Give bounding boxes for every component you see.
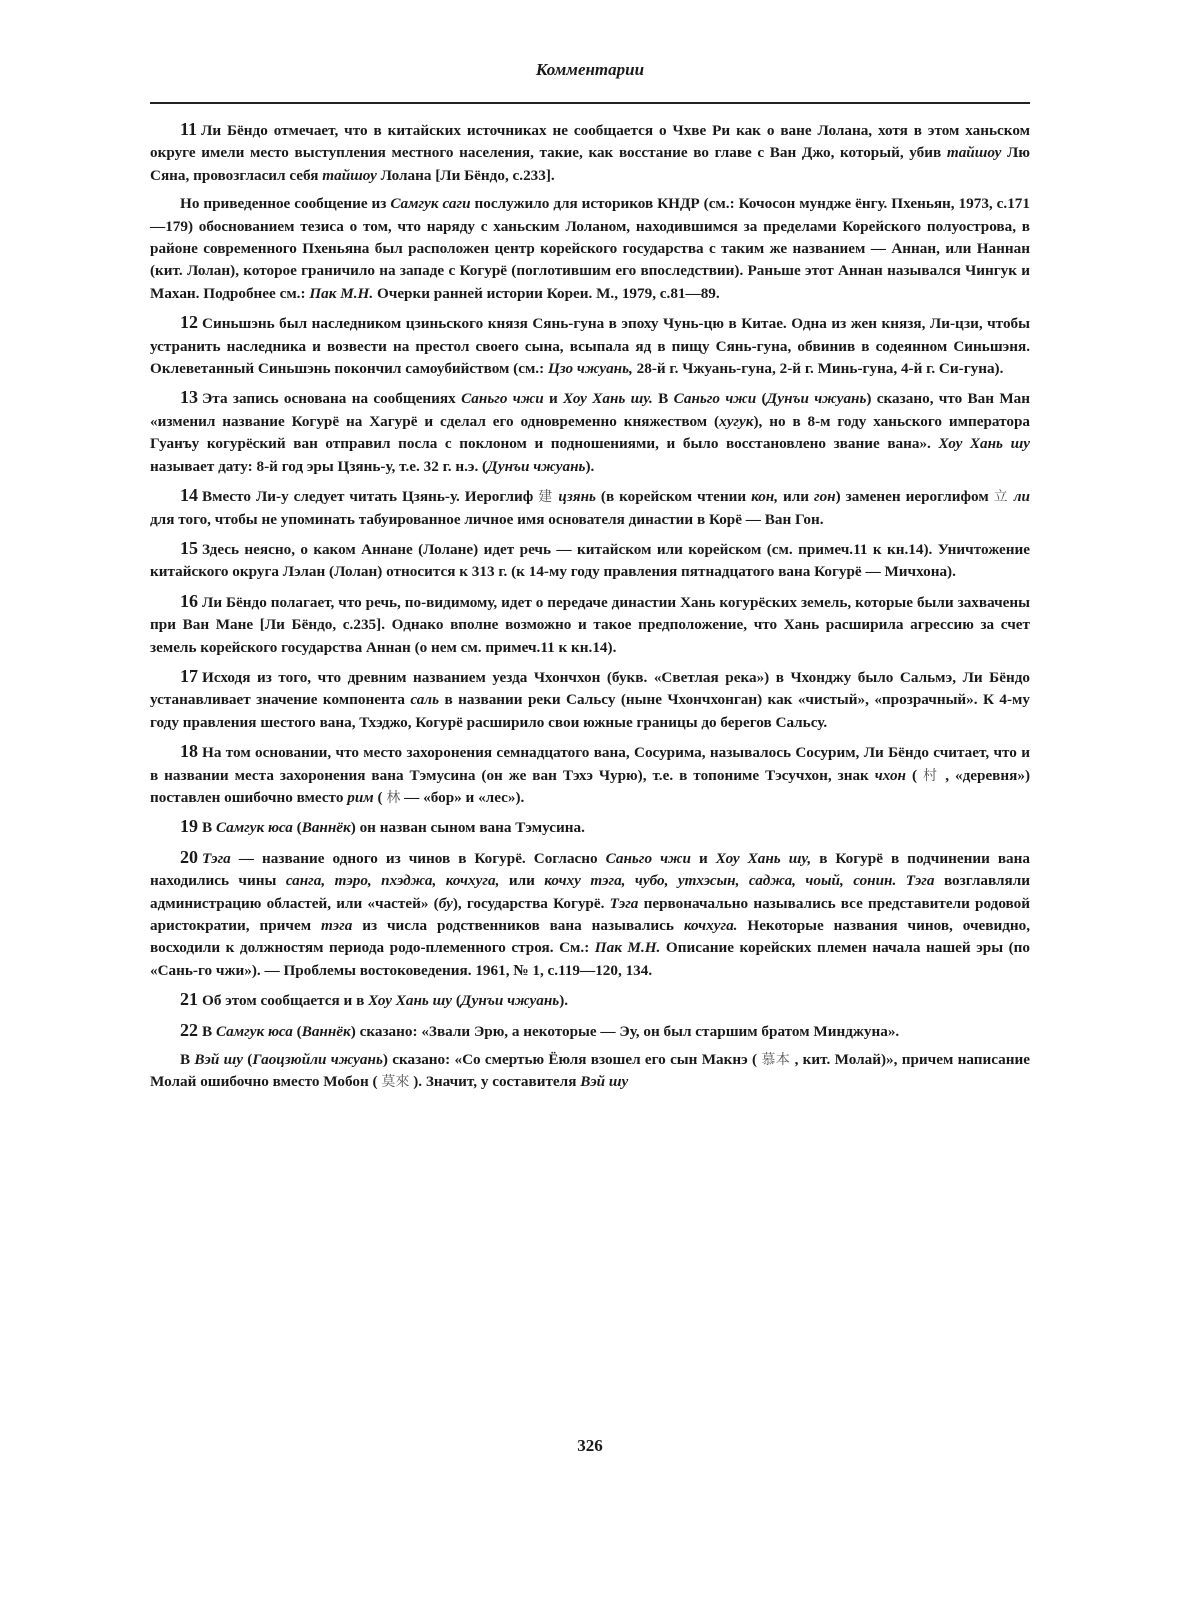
- note-20: 20 Тэга — название одного из чинов в Когурё. Согласно Саньго чжи и Хоу Хань шу, в Когурё в подчинении вана находились чины санга, тэро, пхэджа, кочхуга, или кочху тэга, чубо, утхэсын, саджа, чоый, сонин. Тэга возглавляли администрацию областей, или «частей» (бу), государства Когурё. Тэга первоначально назывались все представители родовой аристократии, причем тэга из числа родственников вана назывались кочхуга. Некоторые названия чинов, очевидно, восходили к должностям периода родо-племенного строя. См.: Пак М.Н. Описание корейских племен начала нашей эры (по «Сань-го чжи»). — Проблемы востоковедения. 1961, № 1, с.119—120, 134.: [150, 846, 1031, 979]
- header-rule: [150, 102, 1030, 104]
- note-number: 21: [180, 989, 198, 1010]
- note-number: 20: [180, 846, 198, 867]
- hanja-glyph: 慕本: [761, 1052, 791, 1069]
- note-number: 12: [180, 312, 198, 333]
- hanja-glyph: 林: [386, 789, 401, 806]
- note-number: 16: [180, 590, 198, 611]
- note-number: 22: [180, 1019, 198, 1040]
- note-19: 19 В Самгук юса (Ваннёк) он назван сыном вана Тэмусина.: [180, 816, 585, 837]
- note-number: 13: [180, 387, 198, 408]
- note-number: 18: [180, 741, 198, 762]
- hanja-glyph: 村: [923, 767, 940, 784]
- note-13: 13 Эта запись основана на сообщениях Саньго чжи и Хоу Хань шу. В Саньго чжи (Дунъи чжуань) сказано, что Ван Ман «изменил название Когурё на Хагурё и сделал его одновременно княжеством (хугук), но в 8-м году ханьского императора Гуанъу когурёский ван отправил посла с поклоном и подношениями, и было восстановлено звание вана». Хоу Хань шу называет дату: 8-й год эры Цзянь-у, т.е. 32 г. н.э. (Дунъи чжуань).: [150, 387, 1030, 475]
- note-22: 22 В Самгук юса (Ваннёк) сказано: «Звали Эрю, а некоторые — Эу, он был старшим братом Минджуна».: [180, 1019, 900, 1040]
- note-21: 21 Об этом сообщается и в Хоу Хань шу (Дунъи чжуань).: [180, 989, 569, 1010]
- note-number: 17: [180, 665, 198, 686]
- note-11-continued: Но приведенное сообщение из Самгук саги послужило для историков КНДР (см.: Кочосон мундже ёнгу. Пхеньян, 1973, с.171—179) обоснованием тезиса о том, что наряду с ханьским Лоланом, находившимся за пределами Корейского полуострова, в районе современного Пхеньяна был расположен центр корейского государства с таким же названием — Аннан, или Наннан (кит. Лолан), которое граничило на западе с Когурё (поглотившим его впоследствии). Раньше этот Аннан назывался Чингук и Махан. Подробнее см.: Пак М.Н. Очерки ранней истории Кореи. М., 1979, с.81—89.: [150, 195, 1030, 302]
- note-15: 15 Здесь неясно, о каком Аннане (Лолане) идет речь — китайском или корейском (см. примеч.11 к кн.14). Уничтожение китайского округа Лэлан (Лолан) относится к 313 г. (к 14-му году правления пятнадцатого вана Когурё — Мичхона).: [150, 537, 1030, 581]
- note-11: 11 Ли Бёндо отмечает, что в китайских источниках не сообщается о Чхве Ри как о ване Лолана, хотя в этом ханьском округе имели место выступления местного населения, такие, как восстание во главе с Ван Джо, который, убив тайшоу Лю Сяна, провозгласил себя тайшоу Лолана [Ли Бёндо, с.233].: [150, 119, 1030, 184]
- hanja-glyph: 莫來: [381, 1074, 410, 1091]
- note-number: 11: [180, 119, 198, 139]
- note-number: 14: [180, 485, 198, 506]
- note-16: 16 Ли Бёндо полагает, что речь, по-видимому, идет о передаче династии Хань когурёских земель, которые были захвачены при Ван Мане [Ли Бёндо, с.235]. Однако вполне возможно и такое предположение, что Хань расширила агрессию за счет земель корейского государства Аннан (о нем см. примеч.11 к кн.14).: [150, 590, 1030, 656]
- hanja-glyph: 建: [538, 489, 554, 506]
- note-number: 19: [180, 816, 198, 837]
- note-18: 18 На том основании, что место захоронения семнадцатого вана, Сосурима, называлось Сосурим, Ли Бёндо считает, что и в названии места захоронения вана Тэмусина (он же ван Тэхэ Чурю), т.е. в топониме Тэсучхон, знак чхон ( 村 , «деревня») поставлен ошибочно вместо рим ( 林 — «бор» и «лес»).: [150, 741, 1031, 806]
- page-number: 326: [577, 1436, 603, 1455]
- note-14: 14 Вместо Ли-у следует читать Цзянь-у. Иероглиф 建 цзянь (в корейском чтении кон, или гон) заменен иероглифом 立 ли для того, чтобы не упоминать табуированное личное имя основателя династии в Корё — Ван Гон.: [150, 485, 1031, 528]
- hanja-glyph: 立: [993, 489, 1009, 506]
- commentary-text: [150, 118, 1030, 1100]
- note-12: 12 Синьшэнь был наследником цзиньского князя Сянь-гуна в эпоху Чунь-цю в Китае. Одна из жен князя, Ли-цзи, чтобы устранить наследника и возвести на престол своего сына, всыпала яд в пищу Сянь-гуна, обвинив в содеянном Синьшэня. Оклеветанный Синьшэнь покончил самоубийством (см.: Цзо чжуань, 28-й г. Чжуань-гуна, 2-й г. Минь-гуна, 4-й г. Си-гуна).: [150, 312, 1030, 378]
- note-17: 17 Исходя из того, что древним названием уезда Чхончхон (букв. «Светлая река») в Чхонджу было Сальмэ, Ли Бёндо устанавливает значение компонента саль в названии реки Сальсу (ныне Чхончхонган) как «чистый», «прозрачный». К 4-му году правления шестого вана, Тхэджо, Когурё расширило свои южные границы до берегов Сальсу.: [150, 665, 1030, 731]
- note-number: 15: [180, 537, 198, 558]
- running-header: Комментарии: [535, 60, 645, 79]
- note-22-continued: В Вэй шу (Гаоцзюйли чжуань) сказано: «Со смертью Ёюля взошел его сын Макнэ ( 慕本 , кит. Молай)», причем написание Молай ошибочно вместо Мобон ( 莫來 ). Значит, у составителя Вэй шу: [150, 1051, 1030, 1091]
